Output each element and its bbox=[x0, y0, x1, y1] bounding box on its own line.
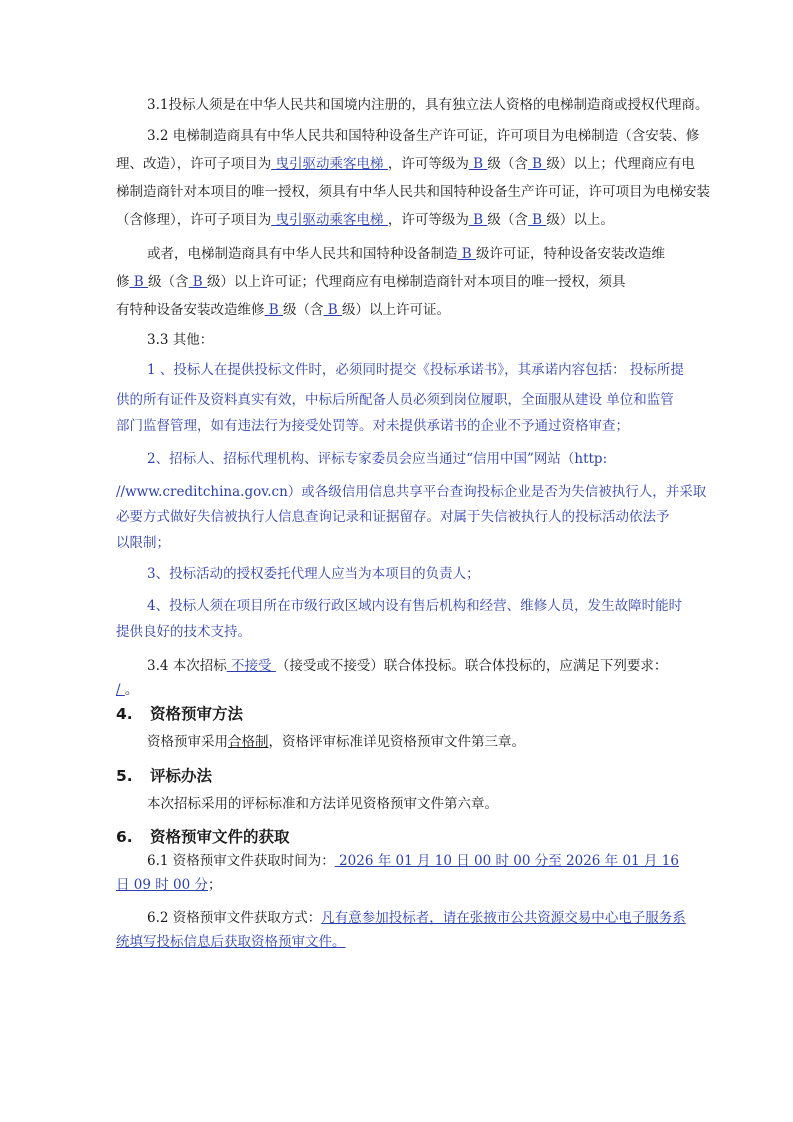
clause-6-1-line-1: 6.1 资格预审文件获取时间为： 2026 年 01 月 10 日 00 时 00 分至 2026 年 01 月 16 bbox=[147, 853, 679, 869]
clause-3-2-line-4: （含修理），许可子项目为 曳引驱动乘客电梯 ，许可等级为 B 级（含 B 级）以上。 bbox=[116, 212, 614, 228]
clause-3-3: 3.3 其他： bbox=[147, 332, 214, 348]
section-5-heading: 5. 评标办法 bbox=[116, 767, 213, 785]
acquisition-method: 统填写投标信息后获取资格预审文件。 bbox=[116, 934, 346, 950]
clause-3-1: 3.1投标人须是在中华人民共和国境内注册的，具有独立法人资格的电梯制造商或授权代理商。 bbox=[147, 97, 709, 113]
clause-3-4-line-2: / 。 bbox=[116, 682, 139, 698]
clause-6-1-line-2: 日 09 时 00 分； bbox=[116, 877, 222, 893]
item-2-line-1: 2、招标人、招标代理机构、评标专家委员会应当通过“信用中国”网站（http: bbox=[147, 451, 608, 467]
acquisition-time: 2026 年 01 月 10 日 00 时 00 分至 2026 年 01 月 16 bbox=[334, 853, 679, 869]
level-blank: B bbox=[468, 212, 488, 228]
alt-clause-line-1: 或者，电梯制造商具有中华人民共和国特种设备制造 B 级许可证，特种设备安装改造维 bbox=[147, 246, 666, 262]
section-4-text: 资格预审采用合格制，资格评审标准详见资格预审文件第三章。 bbox=[147, 734, 525, 750]
requirements-blank: / bbox=[116, 682, 125, 698]
clause-3-2-line-3: 梯制造商针对本项目的唯一授权，须具有中华人民共和国特种设备生产许可证，许可项目为电梯安装 bbox=[116, 184, 710, 200]
item-4-line-1: 4、投标人须在项目所在市级行政区域内设有售后机构和经营、维修人员，发生故障时能时 bbox=[147, 598, 683, 614]
method-value: 合格制 bbox=[228, 734, 269, 750]
level-blank: B bbox=[129, 274, 149, 290]
level-blank: B bbox=[457, 246, 477, 262]
section-5-text: 本次招标采用的评标标准和方法详见资格预审文件第六章。 bbox=[147, 796, 498, 812]
clause-6-2-line-2 bbox=[116, 930, 346, 954]
alt-clause-line-3: 有特种设备安装改造维修 B 级（含 B 级）以上许可证。 bbox=[116, 302, 451, 318]
item-3: 3、投标活动的授权委托代理人应当为本项目的负责人； bbox=[147, 566, 480, 582]
acquisition-time: 日 09 时 00 分 bbox=[116, 877, 209, 893]
level-blank: B bbox=[188, 274, 208, 290]
sub-item-blank: 曳引驱动乘客电梯 bbox=[271, 156, 388, 172]
item-1-line-2: 供的所有证件及资料真实有效，中标后所配备人员必须到岗位履职，全面服从建设 单位和监管 bbox=[116, 392, 674, 408]
consortium-blank: 不接受 bbox=[226, 658, 276, 674]
clause-6-2-line-1: 6.2 资格预审文件获取方式：凡有意参加投标者，请在张掖市公共资源交易中心电子服务系 bbox=[147, 910, 686, 926]
clause-3-2-line-1: 3.2 电梯制造商具有中华人民共和国特种设备生产许可证，许可项目为电梯制造（含安装、修 bbox=[147, 128, 700, 144]
item-2-line-3: 必要方式做好失信被执行人信息查询记录和证据留存。对属于失信被执行人的投标活动依法予 bbox=[116, 509, 670, 525]
clause-3-2-line-2: 理、改造），许可子项目为 曳引驱动乘客电梯 ，许可等级为 B 级（含 B 级）以上；代理商应有电 bbox=[116, 156, 695, 172]
section-6-heading: 6. 资格预审文件的获取 bbox=[116, 828, 290, 846]
section-4-heading: 4. 资格预审方法 bbox=[116, 705, 244, 723]
clause-3-4-line-1: 3.4 本次招标 不接受 （接受或不接受）联合体投标。联合体投标的，应满足下列要求： bbox=[147, 658, 668, 674]
item-4-line-2: 提供良好的技术支持。 bbox=[116, 624, 251, 640]
item-2-line-2: //www.creditchina.gov.cn）或各级信用信息共享平台查询投标企业是否为失信被执行人，并采取 bbox=[116, 484, 707, 500]
level-blank: B bbox=[264, 302, 284, 318]
item-1-line-3: 部门监督管理，如有违法行为接受处罚等。对未提供承诺书的企业不予通过资格审查； bbox=[116, 418, 629, 434]
level-blank: B bbox=[468, 156, 488, 172]
level-blank: B bbox=[527, 156, 547, 172]
acquisition-method: 凡有意参加投标者，请在张掖市公共资源交易中心电子服务系 bbox=[321, 910, 686, 926]
level-blank: B bbox=[527, 212, 547, 228]
item-1-line-1: 1 、投标人在提供投标文件时，必须同时提交《投标承诺书》，其承诺内容包括： 投标所提 bbox=[147, 362, 684, 378]
item-2-line-4: 以限制； bbox=[116, 535, 170, 551]
alt-clause-line-2: 修 B 级（含 B 级）以上许可证；代理商应有电梯制造商针对本项目的唯一授权，须具 bbox=[116, 274, 626, 290]
sub-item-blank: 曳引驱动乘客电梯 bbox=[271, 212, 388, 228]
level-blank: B bbox=[323, 302, 343, 318]
